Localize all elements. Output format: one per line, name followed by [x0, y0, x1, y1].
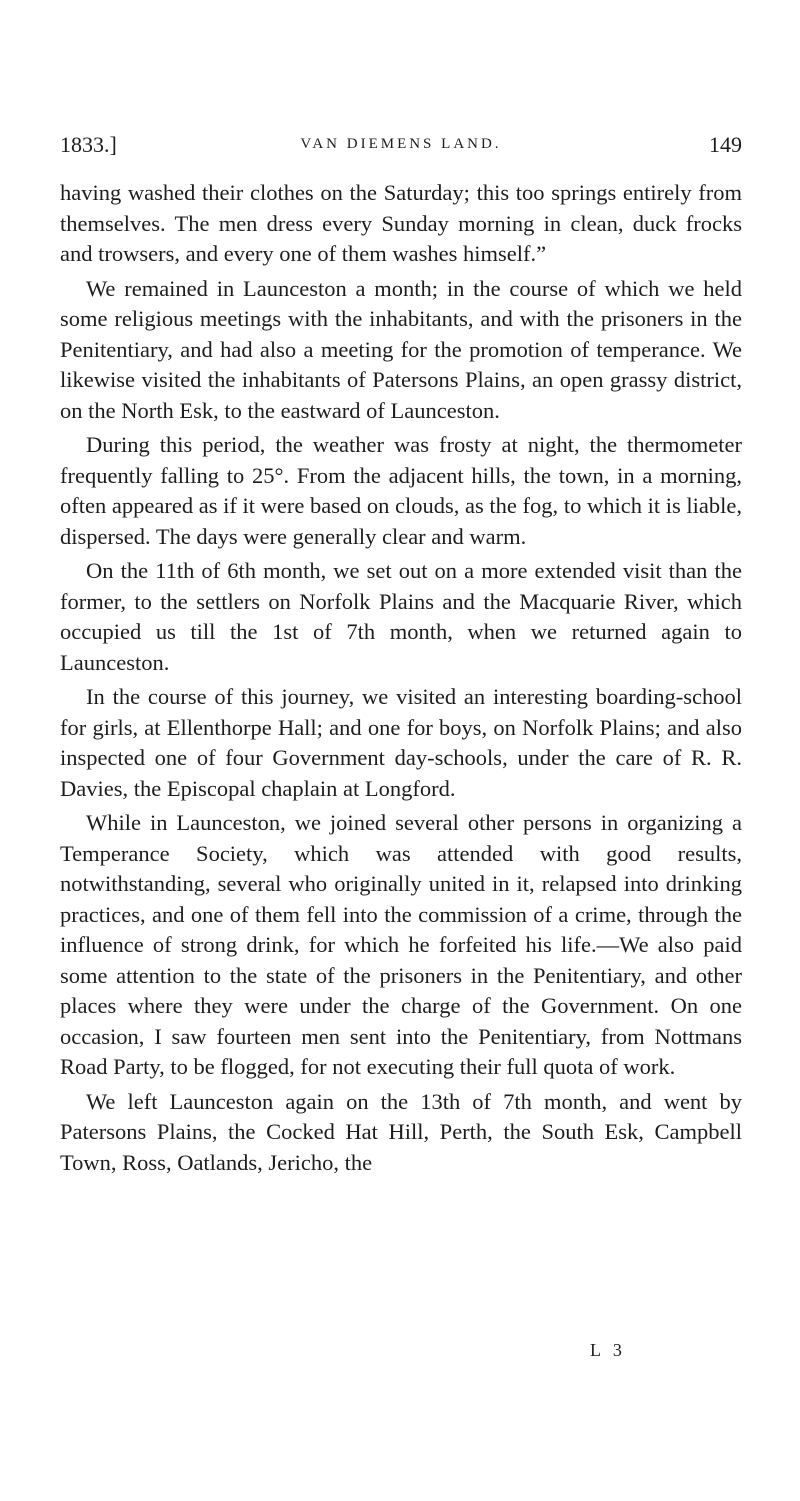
book-page	[60, 126, 742, 1182]
paragraph-6: While in Launceston, we joined several other persons in organizing a Temperance Society, which was attended with good results, notwithstanding, several who originally united in it, relapsed into drinking practices, and one of them fell into the commission of a crime, through the influence of strong drink, for which he forfeited his life.—We also paid some attention to the state of the prisoners in the Penitentiary, and other places where they were under the charge of the Government. On one occasion, I saw fourteen men sent into the Penitentiary, from Nottmans Road Party, to be flogged, for not executing their full quota of work.	[60, 810, 742, 1079]
header-year: 1833.]	[60, 132, 117, 157]
paragraph-4: On the 11th of 6th month, we set out on a more extended visit than the former, to the settlers on Norfolk Plains and the Macquarie River, which occupied us till the 1st of 7th month, when we returned again to Launceston.	[60, 558, 742, 675]
paragraph-5: In the course of this journey, we visited an interesting boarding-school for girls, at Ellenthorpe Hall; and one for boys, on Norfolk Plains; and also inspected one of four Government day-schools, under the care of R. R. Davies, the Episcopal chaplain at Longford.	[60, 684, 742, 801]
page-number: 149	[709, 132, 742, 157]
paragraph-1: having washed their clothes on the Saturday; this too springs entirely from themselves. The men dress every Sunday morning in clean, duck frocks and trowsers, and every one of them washes himself.”	[60, 180, 742, 266]
paragraph-3: During this period, the weather was frosty at night, the thermometer frequently falling to 25°. From the adjacent hills, the town, in a morning, often appeared as if it were based on clouds, as the fog, to which it is liable, dispersed. The days were generally clear and warm.	[60, 432, 742, 549]
body-text	[60, 178, 742, 1178]
header-title: VAN DIEMENS LAND.	[300, 136, 502, 152]
running-header	[60, 126, 742, 166]
paragraph-7: We left Launceston again on the 13th of 7th month, and went by Patersons Plains, the Cocked Hat Hill, Perth, the South Esk, Campbell Town, Ross, Oatlands, Jericho, the	[60, 1088, 742, 1175]
paragraph-2: We remained in Launceston a month; in the course of which we held some religious meetings with the inhabitants, and with the prisoners in the Penitentiary, and had also a meeting for the promotion of temperance. We likewise visited the inhabitants of Patersons Plains, an open grassy district, on the North Esk, to the eastward of Launceston.	[60, 275, 742, 423]
signature-mark: L 3	[590, 1340, 626, 1360]
